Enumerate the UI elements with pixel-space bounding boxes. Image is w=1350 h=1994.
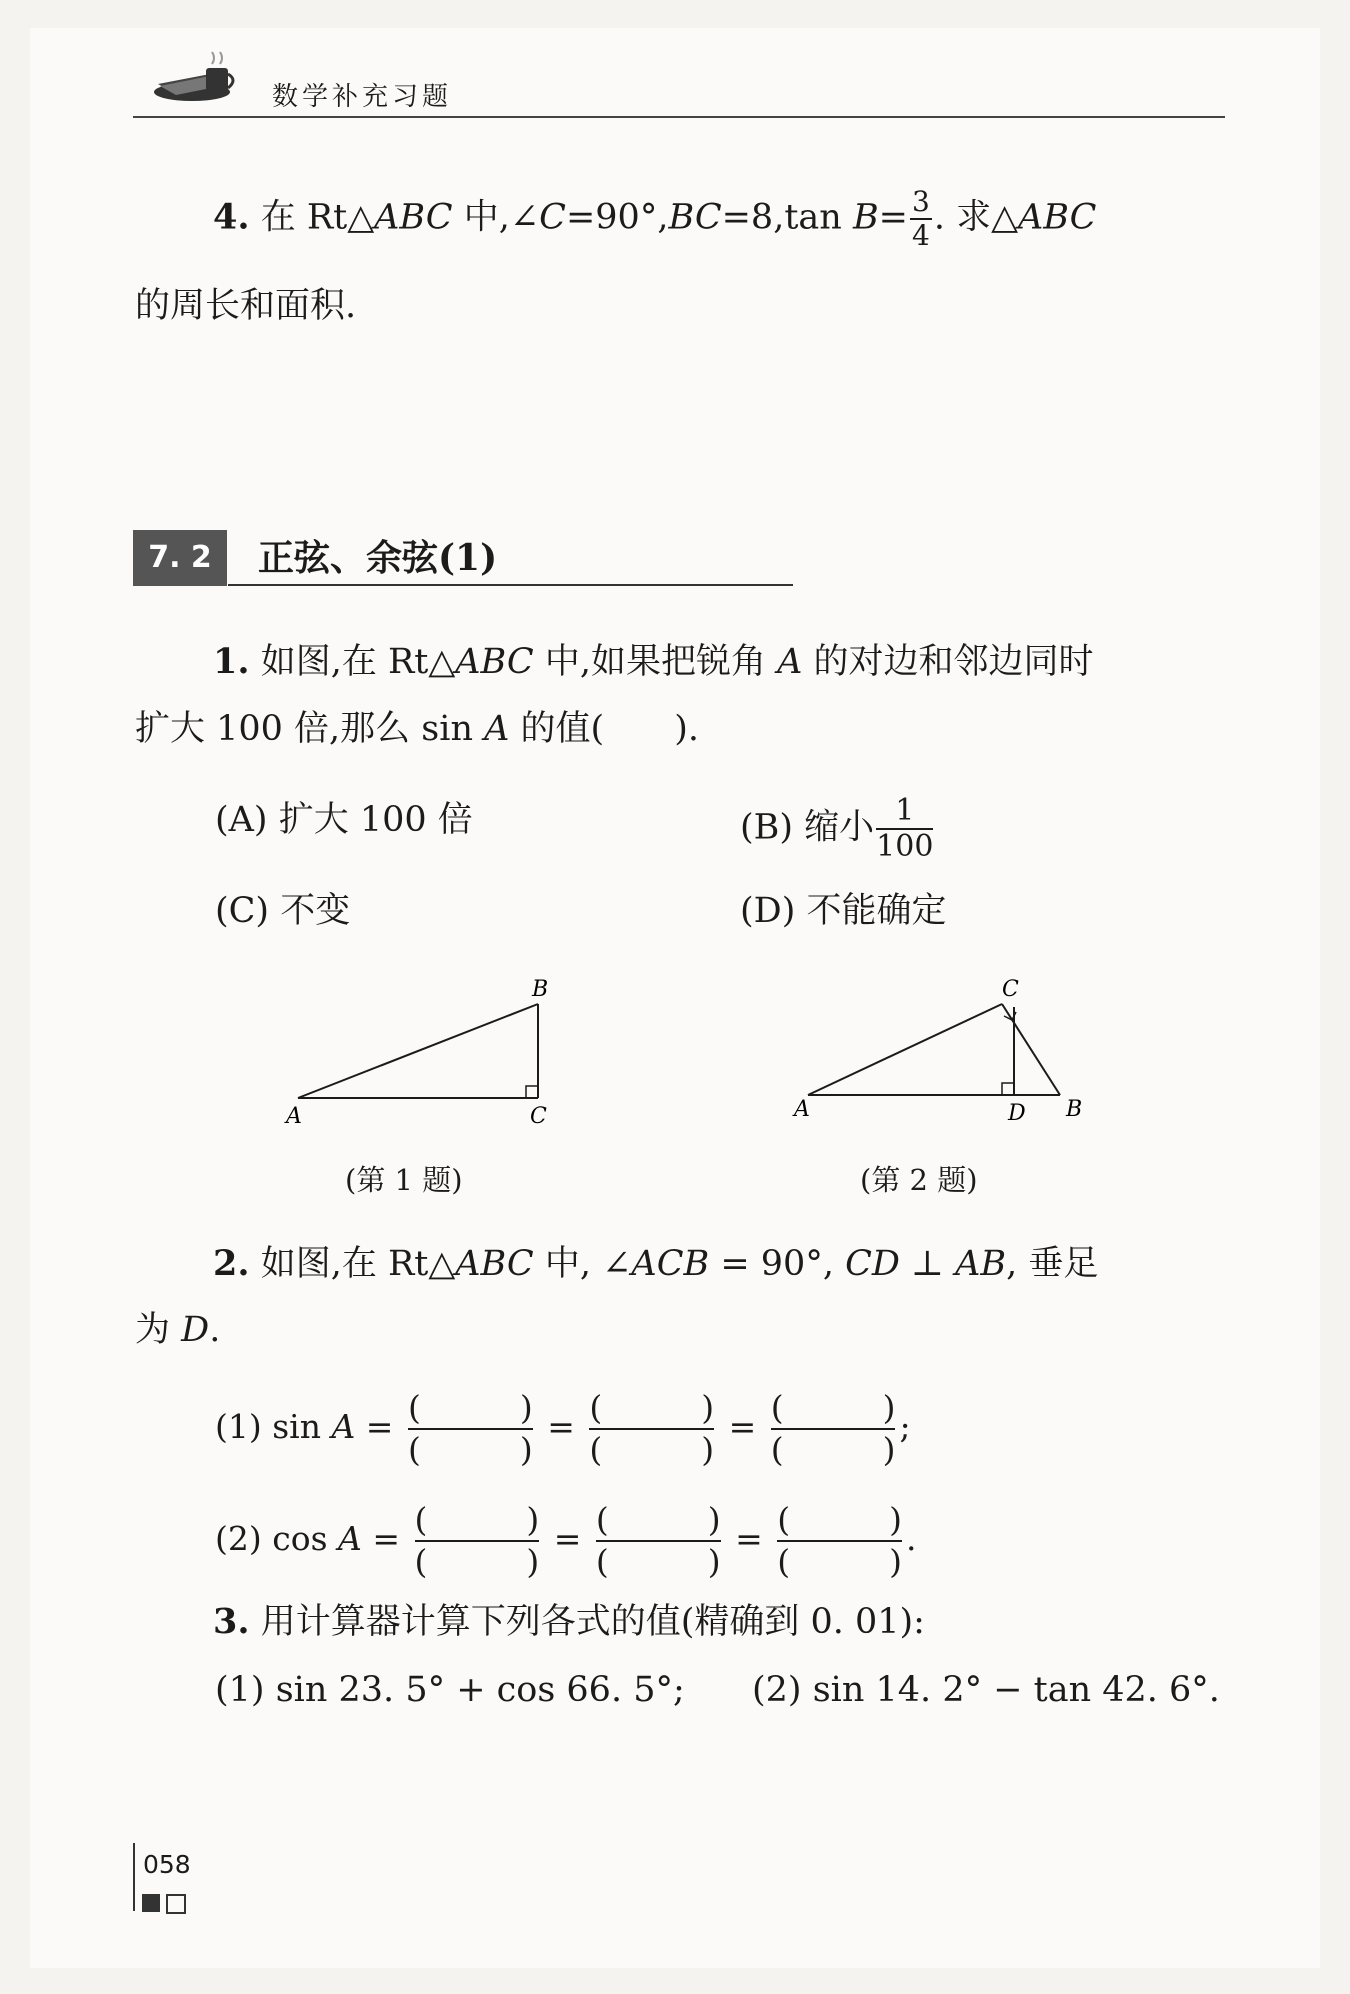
header-rule xyxy=(133,116,1225,118)
question-text: 用计算器计算下列各式的值(精确到 0. 01): xyxy=(260,1602,925,1642)
option-a: (A) 扩大 100 倍 xyxy=(215,800,473,840)
question-text: 的对边和邻边同时 xyxy=(802,642,1094,682)
question-text: = 90°, xyxy=(709,1244,846,1284)
question-text: 扩大 100 倍,那么 sin xyxy=(135,709,485,749)
blank-denominator[interactable]: ( ) xyxy=(770,1430,896,1469)
problem-4-line-2: 的周长和面积. xyxy=(135,286,357,326)
section-number-badge: 7. 2 xyxy=(133,530,227,586)
blank-denominator[interactable]: ( ) xyxy=(414,1542,540,1581)
equals-sign: = xyxy=(355,1407,404,1446)
question-2-line-1 xyxy=(213,1240,1098,1288)
footer-rule xyxy=(133,1843,135,1911)
answer-blank-fraction[interactable] xyxy=(415,1500,540,1582)
filled-square-icon xyxy=(142,1894,160,1912)
answer-blank-fraction[interactable] xyxy=(777,1500,902,1582)
math-var: AB xyxy=(955,1244,1007,1284)
problem-text: 在 Rt△ xyxy=(260,197,375,238)
fraction xyxy=(910,185,932,252)
equals-sign: = xyxy=(543,1519,592,1558)
answer-blank-fraction[interactable] xyxy=(589,1388,714,1470)
math-var: A xyxy=(484,709,510,749)
fraction-denominator: 4 xyxy=(912,219,930,252)
math-var: ABC xyxy=(374,197,453,238)
math-var: B xyxy=(852,197,879,238)
empty-square-icon xyxy=(166,1894,186,1914)
blank-denominator[interactable]: ( ) xyxy=(407,1430,533,1469)
question-text: 的值( ). xyxy=(509,709,699,749)
question-text: 中,如果把锐角 xyxy=(533,642,778,682)
question-3-part-1: (1) sin 23. 5° + cos 66. 5°; xyxy=(215,1670,685,1710)
vertex-label-b: B xyxy=(1066,1097,1083,1122)
equals-sign: = xyxy=(361,1519,411,1558)
question-3-line-1 xyxy=(213,1598,925,1646)
blank-denominator[interactable]: ( ) xyxy=(595,1542,721,1581)
section-rule xyxy=(228,584,793,586)
blank-denominator[interactable]: ( ) xyxy=(589,1430,715,1469)
blank-numerator[interactable]: ( ) xyxy=(777,1500,902,1542)
question-text: 如图,在 Rt△ xyxy=(260,642,456,682)
problem-number: 4. xyxy=(213,196,250,238)
question-3-part-2: (2) sin 14. 2° − tan 42. 6°. xyxy=(752,1670,1220,1710)
math-var: C xyxy=(539,197,566,238)
math-var: A xyxy=(338,1519,362,1558)
section-title: 正弦、余弦(1) xyxy=(258,537,498,579)
problem-text: =8,tan xyxy=(721,197,853,238)
vertex-label-b: B xyxy=(532,977,549,1002)
vertex-label-c: C xyxy=(530,1104,547,1129)
answer-blank-fraction[interactable] xyxy=(408,1388,533,1470)
question-2-part-2 xyxy=(215,1500,917,1582)
problem-4-line-1 xyxy=(213,185,1097,252)
fraction-numerator: 1 xyxy=(876,796,933,830)
blank-numerator[interactable]: ( ) xyxy=(415,1500,540,1542)
figure-1-caption: (第 1 题) xyxy=(345,1163,463,1197)
question-1-line-1 xyxy=(213,638,1094,686)
option-text: (B) 缩小 xyxy=(740,807,875,848)
header-title: 数学补充习题 xyxy=(272,82,453,112)
vertex-label-c: C xyxy=(1002,977,1019,1002)
equals-sign: = xyxy=(724,1519,774,1558)
problem-text: = xyxy=(878,197,908,238)
figure-1-triangle xyxy=(280,968,580,1138)
math-var: A xyxy=(777,642,803,682)
fraction-denominator: 100 xyxy=(876,829,934,864)
problem-text: =90°, xyxy=(565,197,669,238)
math-var: ABC xyxy=(455,642,534,682)
blank-numerator[interactable]: ( ) xyxy=(408,1388,533,1430)
math-var: BC xyxy=(668,197,722,238)
question-text: , 垂足 xyxy=(1006,1244,1099,1284)
blank-numerator[interactable]: ( ) xyxy=(596,1500,721,1542)
vertex-label-a: A xyxy=(286,1104,302,1129)
part-label: (2) cos xyxy=(215,1519,339,1558)
punctuation: . xyxy=(906,1519,917,1558)
question-text: ⊥ xyxy=(899,1244,956,1284)
question-text: 如图,在 Rt△ xyxy=(260,1244,456,1284)
question-2-line-2 xyxy=(135,1306,220,1354)
equals-sign: = xyxy=(536,1407,586,1446)
question-text: 为 xyxy=(135,1310,182,1350)
math-var: D xyxy=(181,1310,210,1350)
option-c: (C) 不变 xyxy=(215,891,351,931)
question-1-line-2 xyxy=(135,705,699,753)
blank-numerator[interactable]: ( ) xyxy=(771,1388,896,1430)
option-b xyxy=(740,793,935,864)
figure-2-triangle xyxy=(790,968,1090,1138)
option-d: (D) 不能确定 xyxy=(740,891,947,931)
figure-2-caption: (第 2 题) xyxy=(860,1163,978,1197)
question-number: 1. xyxy=(213,641,250,682)
book-and-cup-icon xyxy=(150,48,250,108)
answer-blank-fraction[interactable] xyxy=(596,1500,721,1582)
problem-text: 中,∠ xyxy=(452,197,540,238)
question-2-part-1 xyxy=(215,1388,911,1470)
math-var: A xyxy=(331,1407,356,1446)
question-text: . xyxy=(209,1310,221,1350)
blank-denominator[interactable]: ( ) xyxy=(777,1542,903,1581)
math-var: ACB xyxy=(631,1244,710,1284)
math-var: ABC xyxy=(1018,197,1097,238)
blank-numerator[interactable]: ( ) xyxy=(589,1388,714,1430)
question-text: 中, ∠ xyxy=(533,1244,632,1284)
answer-blank-fraction[interactable] xyxy=(771,1388,896,1470)
problem-text: . 求△ xyxy=(933,197,1018,238)
part-label: (1) sin xyxy=(215,1407,332,1446)
math-var: ABC xyxy=(455,1244,534,1284)
punctuation: ; xyxy=(899,1407,911,1446)
math-var: CD xyxy=(845,1244,900,1284)
fraction xyxy=(876,793,934,864)
equals-sign: = xyxy=(718,1407,767,1446)
vertex-label-a: A xyxy=(794,1097,810,1122)
fraction-numerator: 3 xyxy=(912,185,930,218)
page-number: 058 xyxy=(143,1850,191,1879)
vertex-label-d: D xyxy=(1008,1101,1026,1126)
question-number: 2. xyxy=(213,1243,250,1284)
question-number: 3. xyxy=(213,1601,250,1642)
